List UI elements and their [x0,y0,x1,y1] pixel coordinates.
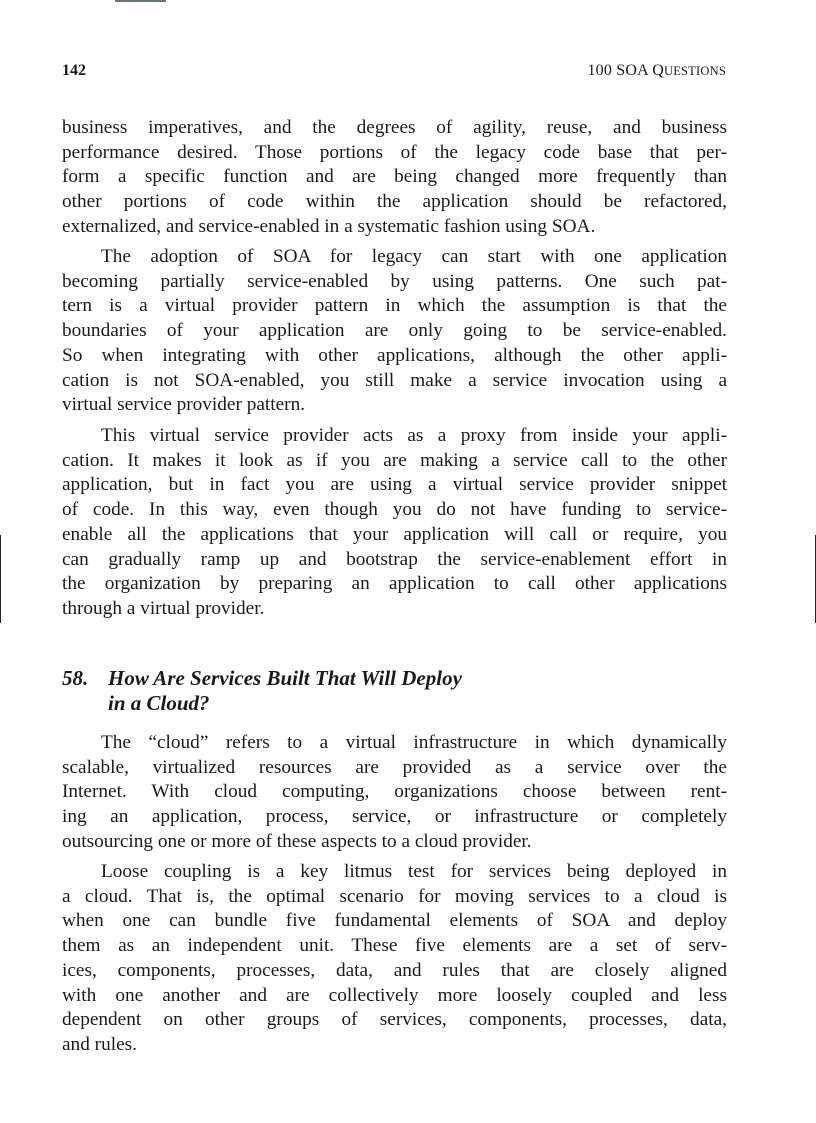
text-line: externalized, and service-enabled in a systematic fashion using SOA. [62,215,596,237]
text-line: enable all the applications that your application will call or require, you [62,523,727,545]
text-line: and rules. [62,1033,137,1055]
text-line: The “cloud” refers to a virtual infrastructure in which dynamically [101,732,727,753]
section-number: 58. [62,666,89,690]
text-line: form a specific function and are being changed more frequently than [62,166,727,188]
text-line: can gradually ramp up and bootstrap the service-enablement effort in [62,548,727,570]
text-line: them as an independent unit. These five elements are a set of serv- [62,935,727,957]
text-line: Internet. With cloud computing, organizations choose between rent- [62,781,727,803]
text-line: This virtual service provider acts as a proxy from inside your appli- [101,425,727,446]
text-line: other portions of code within the application should be refactored, [62,191,727,213]
text-line: dependent on other groups of services, components, processes, data, [62,1009,727,1031]
text-line: through a virtual provider. [62,597,265,619]
text-line: tern is a virtual provider pattern in which the assumption is that the [62,295,727,317]
page-number: 142 [62,62,86,79]
text-line: boundaries of your application are only going to be service-enabled. [62,320,727,342]
section-title-line-1: How Are Services Built That Will Deploy [108,666,462,690]
text-line: ing an application, process, service, or infrastructure or completely [62,806,727,828]
running-head [587,62,726,80]
text-line: So when integrating with other applications, although the other appli- [62,344,727,366]
text-line: application, but in fact you are using a virtual service provider snippet [62,474,727,496]
text-line: business imperatives, and the degrees of agility, reuse, and business [62,117,727,138]
text-line: a cloud. That is, the optimal scenario for moving services to a cloud is [62,885,727,907]
text-line: the organization by preparing an application to call other applications [62,573,727,595]
text-line: cation is not SOA-enabled, you still make a service invocation using a [62,369,727,391]
text-line: virtual service provider pattern. [62,394,306,416]
section-title-line-2: in a Cloud? [108,691,210,715]
running-head-main: 100 SOA Q [587,62,664,79]
scan-artifact-bar [115,0,166,2]
text-line: scalable, virtualized resources are provided as a service over the [62,756,727,778]
text-line: cation. It makes it look as if you are making a service call to the other [62,449,727,471]
text-line: of code. In this way, even though you do not have funding to service- [62,499,727,521]
text-line: with one another and are collectively more loosely coupled and less [62,984,727,1006]
text-line: Loose coupling is a key litmus test for services being deployed in [101,861,727,882]
text-line: outsourcing one or more of these aspects to a cloud provider. [62,830,532,852]
text-line: becoming partially service-enabled by using patterns. One such pat- [62,270,727,292]
text-line: ices, components, processes, data, and rules that are closely aligned [62,959,727,981]
scan-edge-left [0,535,1,623]
text-line: performance desired. Those portions of the legacy code base that per- [62,141,727,163]
text-line: The adoption of SOA for legacy can start with one application [101,246,727,267]
running-head-small-caps: UESTIONS [663,64,726,78]
text-line: when one can bundle five fundamental elements of SOA and deploy [62,910,727,932]
